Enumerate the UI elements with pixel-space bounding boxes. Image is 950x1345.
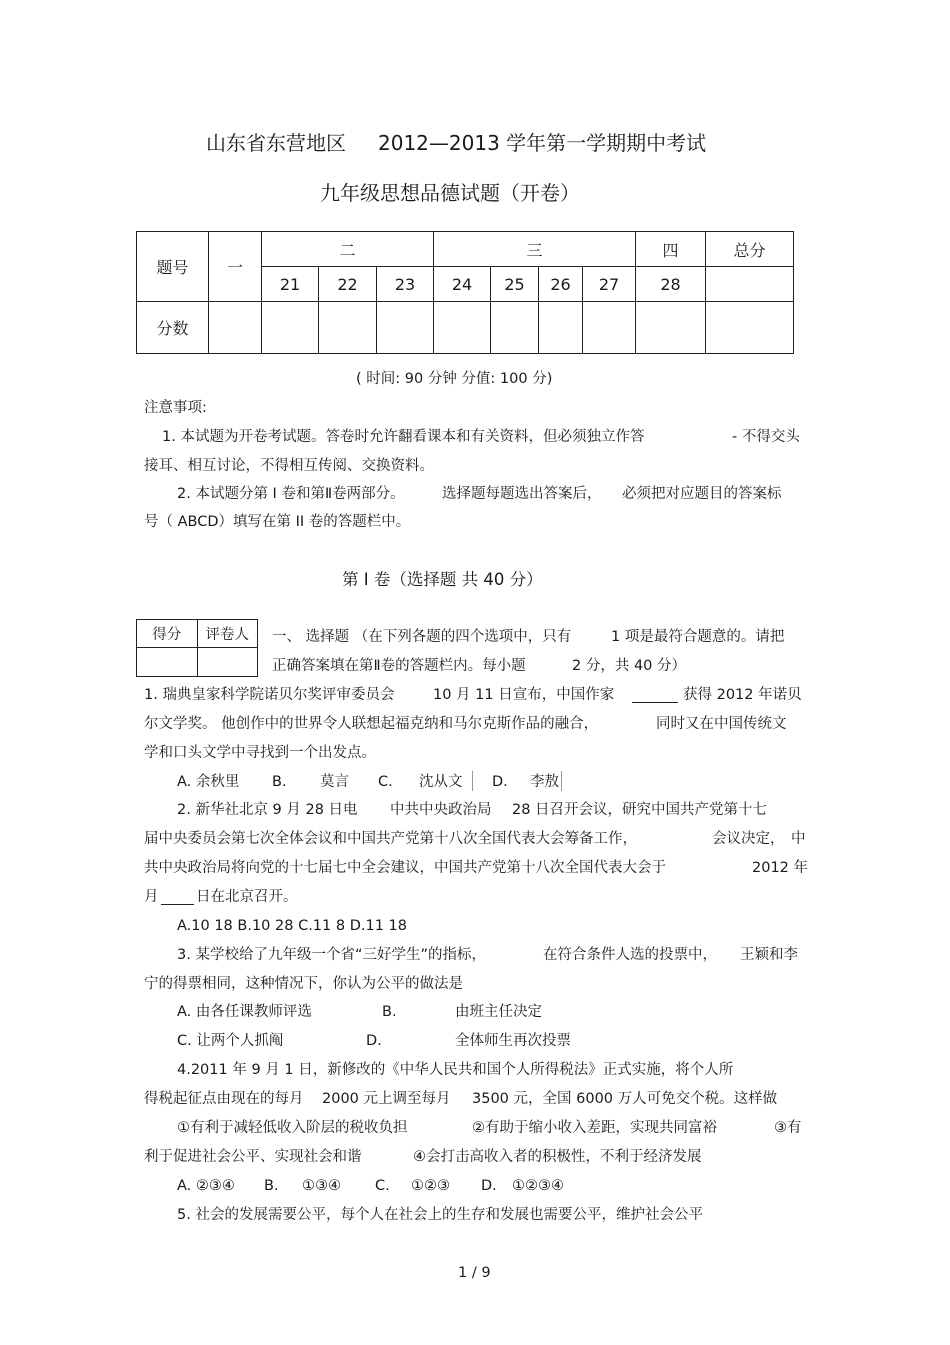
q3-option-d: 全体师生再次投票 [455, 1033, 571, 1049]
q4-option-a: A. ②③④ [177, 1178, 235, 1194]
q4-option-b-label: B. [264, 1178, 279, 1194]
question-23: 23 [377, 267, 434, 302]
q2-line2-c: 中 [791, 831, 806, 847]
q1-line2-a: 尔文学奖。 他创作中的世界令人联想起福克纳和马尔克斯作品的融合， [144, 716, 599, 732]
exam-info: ( 时间: 90 分钟 分值: 100 分) [356, 371, 553, 387]
section-1-intro-a: 一、 选择题 （在下列各题的四个选项中，只有 [272, 629, 572, 645]
q1-divider [561, 771, 562, 791]
title-term: 2012—2013 学年第一学期期中考试 [378, 131, 707, 155]
q2-line1-a: 2. 新华社北京 9 月 28 日电 [177, 802, 358, 818]
q2-options: A.10 18 B.10 28 C.11 8 D.11 18 [177, 918, 407, 934]
q2-line2-b: 会议决定， [712, 831, 785, 847]
q3-option-b: 由班主任决定 [455, 1004, 542, 1020]
q1-option-c-label: C. [378, 774, 393, 790]
total-header: 总分 [706, 232, 794, 267]
q4-line3-a: ①有利于减轻低收入阶层的税收负担 [177, 1120, 408, 1136]
q1-option-d-label: D. [492, 774, 508, 790]
question-22: 22 [319, 267, 377, 302]
q1-option-c: 沈从文 [419, 774, 463, 790]
score-cell [491, 302, 539, 354]
q3-line1-c: 王颖和李 [740, 947, 798, 963]
score-cell [209, 302, 262, 354]
q1-line1-a: 1. 瑞典皇家科学院诺贝尔奖评审委员会 [144, 687, 395, 703]
q4-line1: 4.2011 年 9 月 1 日，新修改的《中华人民共和国个人所得税法》正式实施，将个人所 [177, 1062, 734, 1078]
q3-line1-b: 在符合条件人选的投票中， [543, 947, 717, 963]
q2-answer-blank [161, 890, 194, 905]
q1-option-d: 李敖 [530, 774, 559, 790]
score-cell [319, 302, 377, 354]
title-subject: 九年级思想品德试题（开卷） [320, 181, 580, 205]
q2-line2-a: 届中央委员会第七次全体会议和中国共产党第十八次全国代表大会筹备工作， [144, 831, 637, 847]
score-cell [377, 302, 434, 354]
q1-answer-blank [632, 688, 678, 703]
section-1-intro-d: 2 分，共 40 分） [572, 658, 687, 674]
grade-box-score-label: 得分 [137, 620, 198, 648]
grade-box-score-cell [137, 648, 198, 677]
q1-option-b-label: B. [272, 774, 287, 790]
note-1-c: 接耳、相互讨论，不得相互传阅、交换资料。 [144, 458, 434, 474]
q4-option-b: ①③④ [302, 1178, 341, 1194]
q4-line4-a: 利于促进社会公平、实现社会和谐 [144, 1149, 362, 1165]
section-1-header: 一 [209, 232, 262, 302]
score-cell [262, 302, 319, 354]
q3-option-b-label: B. [382, 1004, 397, 1020]
note-2-c: 必须把对应题目的答案标 [622, 486, 782, 502]
grade-box-grader-label: 评卷人 [197, 620, 258, 648]
question-25: 25 [491, 267, 539, 302]
q1-line3: 学和口头文学中寻找到一个出发点。 [144, 745, 376, 761]
q2-line4-b: 日在北京召开。 [196, 889, 298, 905]
q3-option-a: A. 由各任课教师评选 [177, 1004, 312, 1020]
question-27: 27 [583, 267, 636, 302]
q4-line3-c: ③有 [774, 1120, 802, 1136]
section-1-intro-b: 1 项是最符合题意的。请把 [611, 629, 785, 645]
q4-option-d-label: D. [481, 1178, 497, 1194]
q4-option-c-label: C. [375, 1178, 390, 1194]
question-28: 28 [636, 267, 706, 302]
note-2-b: 选择题每题选出答案后， [442, 486, 602, 502]
q4-option-d: ①②③④ [512, 1178, 564, 1194]
note-2-a: 2. 本试题分第 I 卷和第Ⅱ卷两部分。 [177, 486, 405, 502]
q2-line3-b: 2012 年 [752, 860, 809, 876]
label-question-no: 题号 [137, 232, 209, 302]
section-2-header: 二 [262, 232, 434, 267]
note-1-b: - 不得交头 [732, 429, 800, 445]
question-24: 24 [434, 267, 491, 302]
score-table [136, 231, 794, 354]
section-1-intro-c: 正确答案填在第Ⅱ卷的答题栏内。每小题 [272, 658, 526, 674]
label-score: 分数 [137, 302, 209, 354]
title-school: 山东省东营地区 [206, 131, 346, 155]
q3-option-c: C. 让两个人抓阄 [177, 1033, 284, 1049]
grade-box-grader-cell [197, 648, 258, 677]
q1-line1-b: 10 月 11 日宣布，中国作家 [433, 687, 615, 703]
score-cell [706, 302, 794, 354]
section-4-header: 四 [636, 232, 706, 267]
q2-line1-b: 中共中央政治局 [390, 802, 492, 818]
q4-line3-b: ②有助于缩小收入差距，实现共同富裕 [472, 1120, 717, 1136]
q3-option-d-label: D. [366, 1033, 382, 1049]
q3-line2: 宁的得票相同，这种情况下，你认为公平的做法是 [144, 976, 463, 992]
q4-line4-b: ④会打击高收入者的积极性，不利于经济发展 [413, 1149, 702, 1165]
q1-line2-b: 同时又在中国传统文 [656, 716, 787, 732]
q4-option-c: ①②③ [411, 1178, 450, 1194]
question-26: 26 [539, 267, 583, 302]
q4-line2-b: 2000 元上调至每月 [322, 1091, 451, 1107]
page-number: 1 / 9 [458, 1265, 491, 1281]
q2-line1-c: 28 日召开会议，研究中国共产党第十七 [512, 802, 768, 818]
score-cell [583, 302, 636, 354]
q1-divider [472, 771, 473, 791]
q2-line3-a: 共中央政治局将向党的十七届七中全会建议，中国共产党第十八次全国代表大会于 [144, 860, 666, 876]
section-1-heading: 第 I 卷（选择题 共 40 分） [342, 570, 543, 589]
q4-line2-c: 3500 元，全国 6000 万人可免交个税。这样做 [472, 1091, 778, 1107]
q1-line1-c: 获得 2012 年诺贝 [683, 687, 802, 703]
q4-line2-a: 得税起征点由现在的每月 [144, 1091, 304, 1107]
score-cell [636, 302, 706, 354]
q1-option-b: 莫言 [320, 774, 349, 790]
note-2-d: 号（ ABCD）填写在第 II 卷的答题栏中。 [144, 514, 411, 530]
q3-line1-a: 3. 某学校给了九年级一个省“三好学生”的指标， [177, 947, 486, 963]
total-empty-cell [706, 267, 794, 302]
note-1-a: 1. 本试题为开卷考试题。答卷时允许翻看课本和有关资料，但必须独立作答 [162, 429, 645, 445]
q5-line1: 5. 社会的发展需要公平，每个人在社会上的生存和发展也需要公平，维护社会公平 [177, 1207, 703, 1223]
question-21: 21 [262, 267, 319, 302]
q2-line4-a: 月 [144, 889, 159, 905]
q1-option-a: A. 余秋里 [177, 774, 240, 790]
score-cell [434, 302, 491, 354]
score-cell [539, 302, 583, 354]
notes-heading: 注意事项: [144, 400, 207, 416]
grade-box [136, 619, 258, 677]
section-3-header: 三 [434, 232, 636, 267]
